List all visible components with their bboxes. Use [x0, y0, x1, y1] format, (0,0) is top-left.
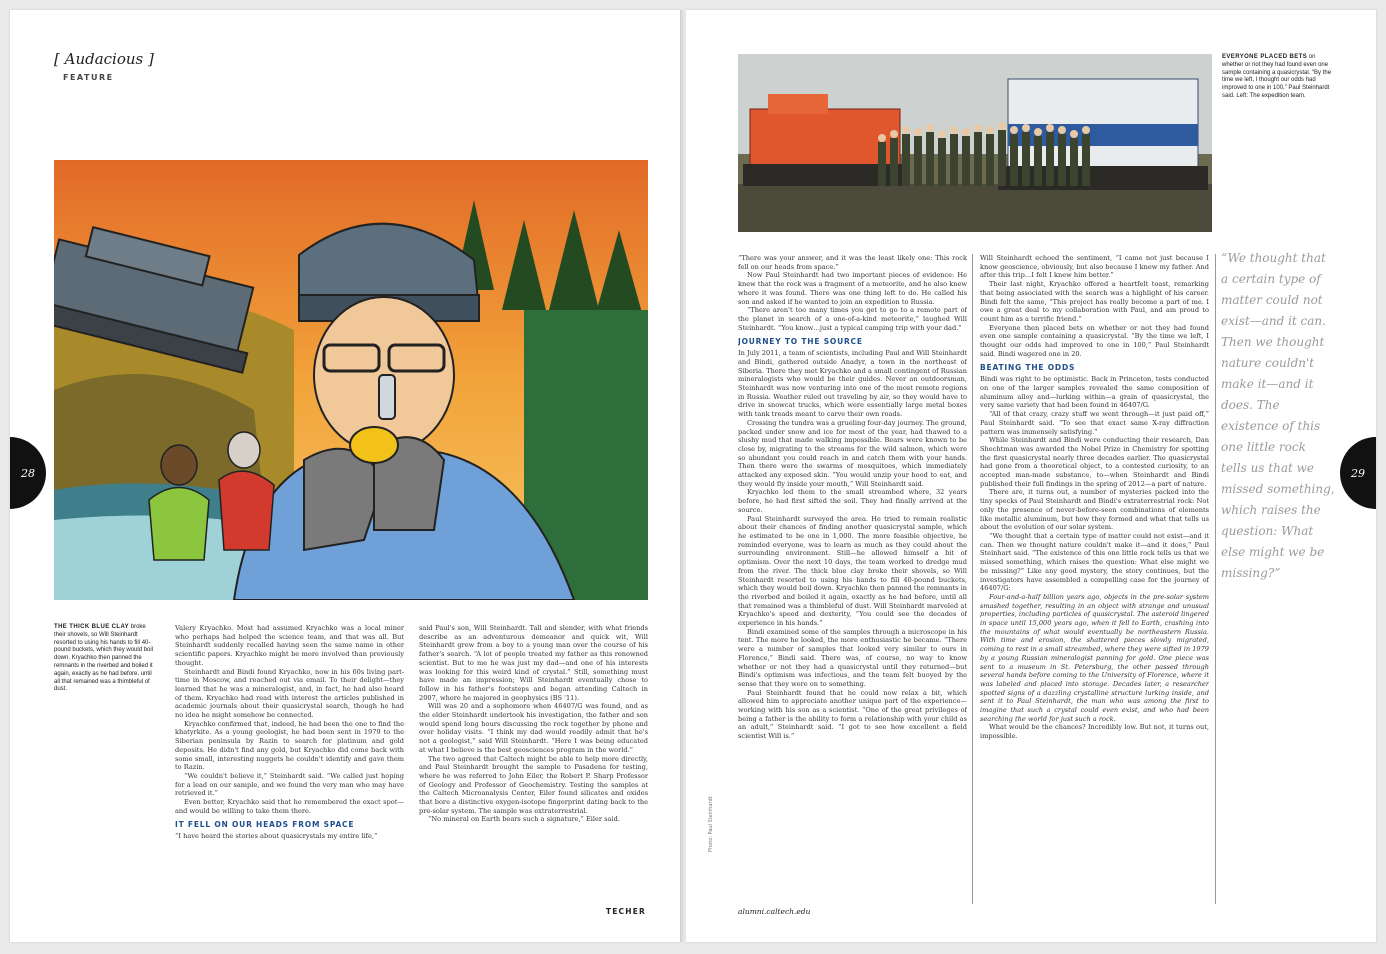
- paragraph: “We thought that a certain type of matter could not exist—and it can. Then we thought nature couldn't make it—and it does,” Paul Steinhart said. “The existence of this one little rock tells us that we missed something, which raises the question: What else might we be missing?” Like any good mystery, the story continues, but the investigators have assembled a compelling case for the journey of 46407/G:: [980, 531, 1209, 593]
- left-column-1: [175, 624, 404, 904]
- paragraph-italic: Four-and-a-half billion years ago, objects in the pre-solar system smashed together, resulting in an object with strange and unusual properties, including particles of quasicrystal. The asteroid lingered in space until 15,000 years ago, when it fell to Earth, crashing into the mountains of what would eventually be northeastern Russia. With time and erosion, the shattered pieces slowly migrated, coming to rest in a small streambed, where they were sifted in 1979 by a young Russian mineralogist panning for gold. One piece was sent to a museum in St. Petersburg, the other passed through several hands before coming to the University of Florence, where it was labeled and placed into storage. Decades later, a researcher spotted signs of a dazzling crystalline structure lurking inside, and sent it to Paul Steinhardt, the man who was among the first to imagine that such a crystal could even exist, and who had been searching the world for just such a rock.: [980, 592, 1209, 723]
- paragraph: “No mineral on Earth bears such a signature,” Eiler said.: [428, 815, 620, 824]
- paragraph: Will was 20 and a sophomore when 46407/G was found, and as the elder Steinhardt undertook his investigation, the father and son would spend long hours discussing the rock together by phone and over holiday visits. “I think my dad would readily admit that he's not a geologist,” said Will Steinhardt. “Here I was being educated at what I believe is the best geosciences program in the world.”: [419, 702, 648, 754]
- caption-lead: EVERYONE PLACED BETS: [1222, 54, 1308, 60]
- paragraph: While Steinhardt and Bindi were conducting their research, Dan Shechtman was awarded the Nobel Prize in Chemistry for spotting the first quasicrystal nearly three decades earlier. The quasicrystal had gone from a theoretical object, to a contested curiosity, to an accepted man-made substance, to—when Steinhardt and Bindi published their full findings in the spring of 2012—a part of nature.: [980, 436, 1209, 488]
- illustration-caption: [54, 624, 154, 694]
- column-rule: [972, 254, 973, 904]
- paragraph: “I have heard the stories about quasicrystals my entire life,”: [175, 832, 378, 841]
- paragraph: Kryachko led them to the small streambed where, 32 years before, he had first sifted the soil. They had finally arrived at the source.: [738, 488, 967, 514]
- caption-body: on whether or not they had found even one sample containing a quasicrystal. “By the time we left, I thought our odds had improved to one in 100,” Paul Steinhardt said. Left: The expedition team.: [1222, 54, 1332, 99]
- paragraph: Paul Steinhardt found that he could now relax a bit, which allowed him to appreciate another unique part of the experience—working with his son as a scientist. “One of the great privileges of being a father is the ability to form a relationship with your child as an adult,” Steinhardt said. “I got to see how excellent a field scientist Will is.”: [738, 688, 967, 741]
- subheading: IT FELL ON OUR HEADS FROM SPACE: [175, 820, 355, 830]
- pull-quote: “We thought that a certain type of matter could not exist—and it can. Then we thought nature couldn't make it—and it does. The existence of this one little rock tells us that we missed something, which raises the question: What else might we be missing?”: [1221, 251, 1335, 580]
- left-column-2: [419, 624, 648, 904]
- photo-caption: [1222, 54, 1334, 101]
- paragraph: Crossing the tundra was a grueling four-day journey. The ground, packed under snow and ice for most of the year, had thawed to a slushy mud that made walking impossible. Bears were known to be close by, migrating to the streams for the wild salmon, which were so abundant you could reach in and catch them with your hands. Then there were the swarms of mosquitoes, which immediately attacked any exposed skin. “You would unzip your hood to eat, and they would fly inside your mouth,” Will Steinhardt said.: [738, 418, 967, 488]
- right-column-1: [738, 254, 967, 906]
- expedition-photo: [738, 54, 1212, 232]
- paragraph: Their last night, Kryachko offered a heartfelt toast, remarking that being associated with the search was a highlight of his career. Bindi felt the same, “This project has really become a part of me. I owe a great deal to my collaboration with Paul, and am proud to count him as a terrific friend.”: [980, 280, 1209, 323]
- paragraph: There are, it turns out, a number of mysteries packed into the tiny specks of Paul Steinhardt and Bindi's extraterrestrial rock: Not only the presence of never-before-seen combinations of elements like metallic aluminum, but how they formed and what that tells us about the evolution of our solar system.: [980, 488, 1209, 532]
- paragraph: Will Steinhardt echoed the sentiment, “I came not just because I know geoscience, obviously, but also because I knew my father. And after this trip…I felt I knew him better.”: [980, 254, 1209, 280]
- right-column-2: [980, 254, 1209, 906]
- column-rule: [1215, 254, 1216, 904]
- footer-url: alumni.caltech.edu: [738, 907, 811, 916]
- paragraph: The two agreed that Caltech might be able to help more directly, and Paul Steinhardt brought the sample to Pasadena for testing, where he was referred to John Eiler, the Robert P. Sharp Professor of Geology and Professor of Geochemistry. Testing the samples at the Caltech Microanalysis Center, Eiler found silicates and oxides that bore a distinctive oxygen-isotope fingerprint dating back to the pre-solar system. The sample was extraterrestrial.: [419, 754, 648, 815]
- caption-body: broke their shovels, so Will Steinhardt resorted to using his hands to fill 40-pound buckets, which they would boil down. Kryachko then panned the remnants in the riverbed and boiled it again, exactly as he had before, until all that remained was a thimbleful of dust.: [54, 624, 154, 693]
- subheading: BEATING THE ODDS: [980, 363, 1076, 373]
- footer-techer: TECHER: [605, 907, 646, 916]
- paragraph: Kryachko confirmed that, indeed, he had been the one to find the khatyrkite. As a young geologist, he had been sent in 1979 to the Siberian peninsula by Razin to search for platinum and gold deposits. He didn't find any gold, but Kryachko did come back with some small, interesting nuggets he couldn't identify and gave them to Razin.: [175, 719, 404, 772]
- section-tag: [ Audacious ]: [54, 50, 154, 68]
- photo-art: [738, 54, 1212, 232]
- paragraph: “There was your answer, and it was the least likely one: This rock fell on our heads from space.”: [738, 254, 967, 271]
- left-page: [10, 10, 680, 942]
- paragraph: Bindi examined some of the samples through a microscope in his tent. The more he looked, the more enthusiastic he became. “There were a number of samples that looked very similar to ours in Florence,” Bindi said. There was, of course, no way to know whether or not they had a quasicrystal until they returned—but Bindi's optimism was infectious, and the team felt buoyed by the sense that they were on to something.: [738, 627, 967, 688]
- paragraph: “All of that crazy, crazy stuff we went through—it just paid off,” Paul Steinhardt said. “To see that exact same X-ray diffraction pattern was immensely satisfying.”: [980, 410, 1209, 436]
- paragraph: In July 2011, a team of scientists, including Paul and Will Steinhardt and Bindi, gathered outside Anadyr, a town in the northeast of Siberia. There they met Kryachko and a small contingent of Russian mineralogists who would be their guides. Never an outdoorsman, Steinhardt was now venturing into one of the most remote regions in Russia. Weather ruled out traveling by air, so they would have to drive in snowcat trucks, which were essentially large metal boxes with tank treads meant to carve their own roads.: [738, 349, 967, 419]
- paragraph: Now Paul Steinhardt had two important pieces of evidence: He knew that the rock was a fragment of a meteorite, and he also knew where it was found. There was one thing left to do. He called his son and asked if he wanted to join an expedition to Russia.: [738, 271, 967, 306]
- right-page: [686, 10, 1376, 942]
- paragraph: said Paul's son, Will Steinhardt. Tall and slender, with what friends describe as an adventurous demeanor and quick wit, Will Steinhardt grew from a boy to a young man over the course of his father's search. “A lot of people treated my father as this renowned scientist. But to me he was just my dad—and one of his interests was looking for this weird kind of crystal.” Still, something must have made an impression; Will Steinhardt eventually chose to follow in his father's footsteps and began attending Caltech in 2007, where he majored in geophysics (BS '11).: [419, 624, 648, 702]
- paragraph: “There aren't too many times you get to go to a remote part of the planet in search of a one-of-a-kind meteorite,” laughed Will Steinhardt. “You know…just a typical camping trip with your dad.”: [738, 306, 967, 332]
- photo-credit: Photo: Paul Steinhardt: [708, 796, 714, 852]
- page-number-right: 29: [1340, 437, 1376, 509]
- feature-label: FEATURE: [63, 73, 114, 82]
- page-number-left: 28: [10, 437, 46, 509]
- illustration-art: [54, 160, 648, 600]
- paragraph: Bindi was right to be optimistic. Back in Princeton, tests conducted on one of the larger samples revealed the same composition of aluminum alloy and—lurking within—a grain of quasicrystal, the very same variety that had been found in 46407/G.: [980, 375, 1209, 410]
- feature-illustration: [54, 160, 648, 600]
- paragraph: Everyone then placed bets on whether or not they had found even one sample containing a quasicrystal. “By the time we left, I thought our odds had improved to one in 100,” Paul Steinhardt said. Bindi wagered one in 20.: [980, 323, 1209, 358]
- paragraph: Valery Kryachko. Most had assumed Kryachko was a local miner who perhaps had helped the science team, and that was all. But Steinhardt suddenly recalled having seen the same name in other scientific papers. Kryachko might be more involved than previously thought.: [175, 624, 404, 667]
- paragraph: Paul Steinhardt surveyed the area. He tried to remain realistic about their chances of finding another quasicrystal sample, which he estimated to be one in 1,000. The more feasible objective, he reminded everyone, was to learn as much as they could about the surrounding environment. Still—he allowed himself a bit of optimism. Over the next 10 days, the team worked to dredge mud from the river. The thick blue clay broke their shovels, so Will Steinhardt resorted to using his hands to fill 40-pound buckets, which they would boil down. Kryachko then panned the remnants in the riverbed and boiled it again, exactly as he had before, until all that remained was a thimbleful of dust. Will Steinhardt marveled at Kryachko's speed and dexterity, “You could see the decades of experience in his hands.”: [738, 514, 967, 628]
- paragraph: Steinhardt and Bindi found Kryachko, now in his 60s living part-time in Moscow, and reached out via email. To their delight—they learned that he was a mineralogist, and, in fact, he had also heard of them. Kryachko had read with interest the articles published in academic journals about their quasicrystal search, though he had no idea he might somehow be connected.: [175, 667, 404, 720]
- subheading: JOURNEY TO THE SOURCE: [738, 337, 863, 347]
- paragraph: “We couldn't believe it,” Steinhardt said. “We called just hoping for a lead on our sample, and we found the very man who may have retrieved it.”: [175, 771, 404, 798]
- caption-lead: THE THICK BLUE CLAY: [54, 624, 130, 630]
- paragraph: Even better, Kryachko said that he remembered the exact spot—and would be willing to take them there.: [175, 798, 404, 815]
- paragraph: What would be the chances? Incredibly low. But not, it turns out, impossible.: [980, 723, 1209, 741]
